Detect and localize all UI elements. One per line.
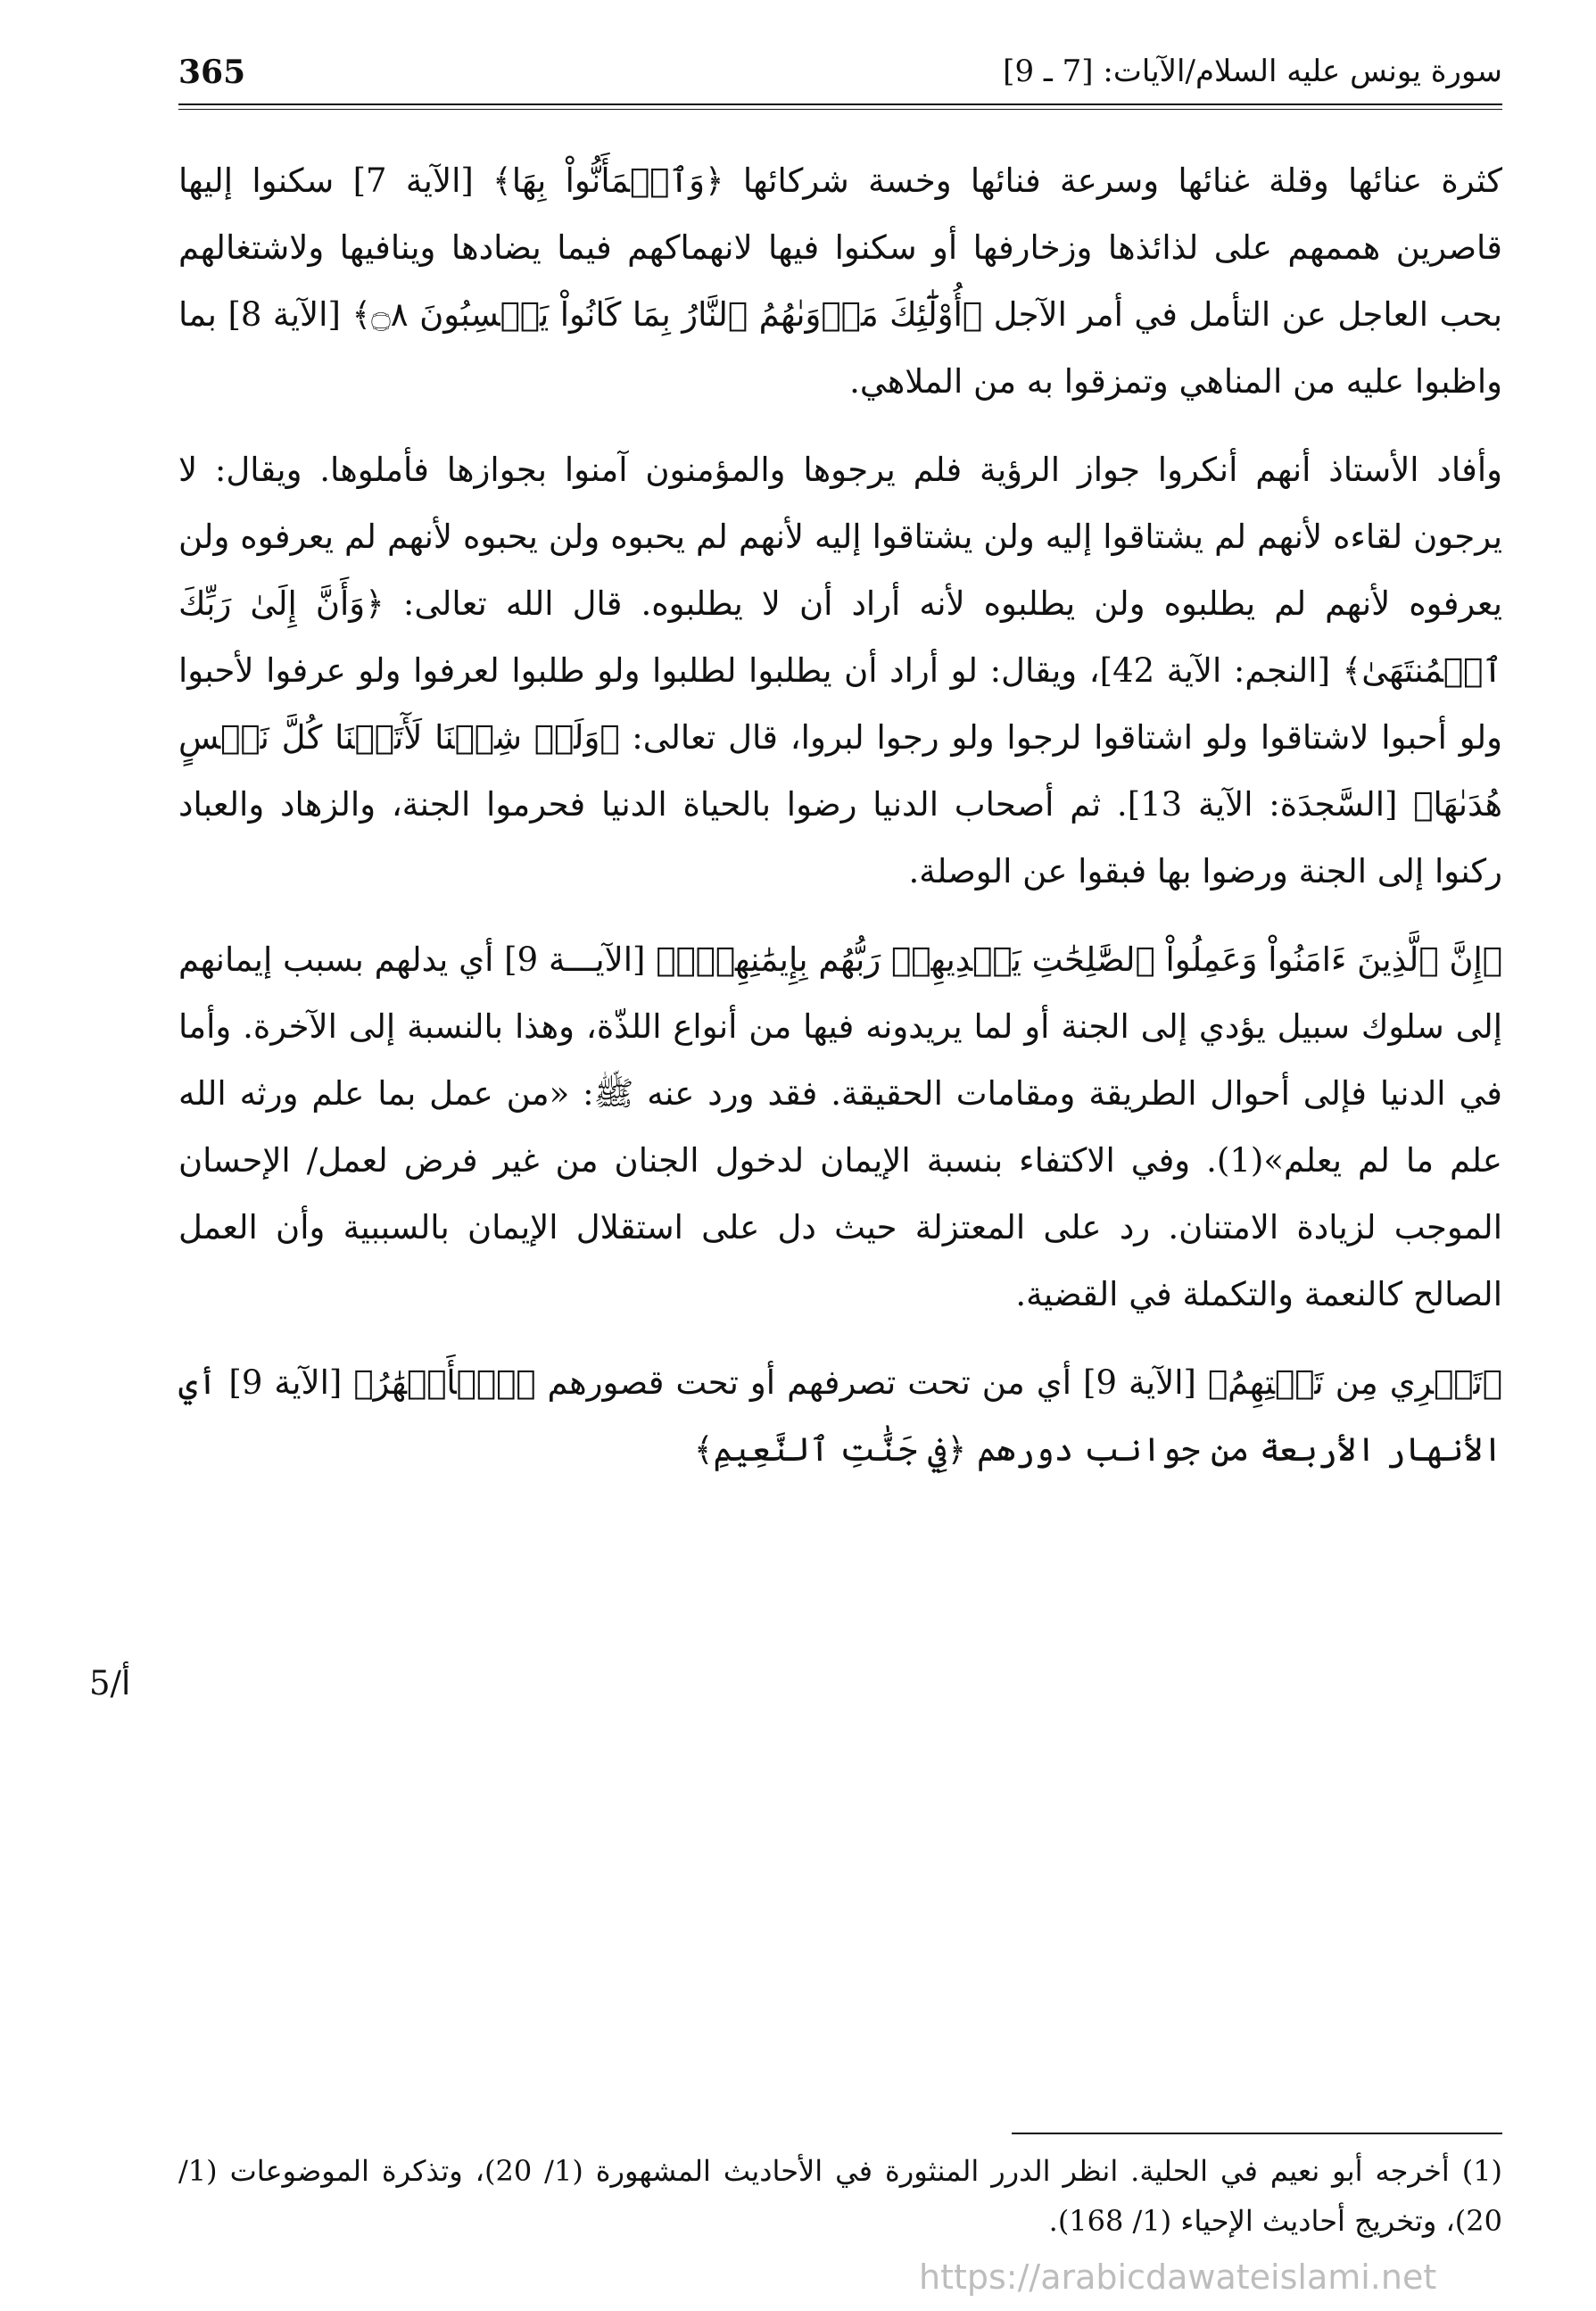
paragraph-2: وأفاد الأستاذ أنهم أنكروا جواز الرؤية فلم يرجوها والمؤمنون آمنوا بجوازها فأملوها. ويقال: لا يرجون لقاءه لأنهم لم يشتاقوا إليه ولن يشتاقوا إليه لأنهم لم يحبوه ولن يحبوه لأنهم لم يعرفوه ولن يعرفوه لأنهم لم يطلبوه ولن يطلبوه لأنه أراد أن لا يطلبوه. قال الله تعالى: ﴿وَأَنَّ إِلَىٰ رَبِّكَ ٱلۡمُنتَهَىٰ﴾ [النجم: الآية 42]، ويقال: لو أراد أن يطلبوا لطلبوا ولو طلبوا لعرفوا ولو عرفوا لأحبوا ولو أحبوا لاشتاقوا ولو اشتاقوا لرجوا ولو رجوا لبروا، قال تعالى: ﴿وَلَوۡ شِئۡنَا لَأٓتَيۡنَا كُلَّ نَفۡسٍ هُدَىٰهَا﴾ [السَّجدَة: الآية 13]. ثم أصحاب الدنيا رضوا بالحياة الدنيا فحرموا الجنة، والزهاد والعباد ركنوا إلى الجنة ورضوا بها فبقوا عن الوصلة.: [178, 451, 1503, 890]
paragraph-3: ﴿إِنَّ ٱلَّذِينَ ءَامَنُواْ وَعَمِلُواْ ٱلصَّٰلِحَٰتِ يَهۡدِيهِمۡ رَبُّهُم بِإِيمَٰنِهِمۡۖ﴾ [الآيـــة 9] أي يدلهم بسبب إيمانهم إلى سلوك سبيل يؤدي إلى الجنة أو لما يريدونه فيها من أنواع اللذّة، وهذا بالنسبة إلى الآخرة. وأما في الدنيا فإلى أحوال الطريقة ومقامات الحقيقة. فقد ورد عنه ﷺ: «من عمل بما علم ورثه الله علم ما لم يعلم»(1). وفي الاكتفاء بنسبة الإيمان لدخول الجنان من غير فرض لعمل/ الإحسان الموجب لزيادة الامتنان. رد على المعتزلة حيث دل على استقلال الإيمان بالسببية وأن العمل الصالح كالنعمة والتكملة في القضية.: [178, 940, 1502, 1313]
footnotes: [178, 2146, 1502, 2246]
header-rule-thin: [178, 109, 1502, 110]
manuscript-folio-note: 5/أ: [89, 1664, 131, 1702]
page-header: [178, 50, 1502, 104]
running-title: سورة يونس عليه السلام/الآيات: [7 ـ 9]: [1003, 54, 1502, 89]
main-text: [178, 147, 1502, 1504]
footnote-separator: [1012, 2133, 1502, 2134]
page-number: 365: [178, 54, 246, 91]
footnote-1: (1) أخرجه أبو نعيم في الحلية. انظر الدرر المنثورة في الأحاديث المشهورة (1/ 20)، وتذكرة الموضوعات (1/ 20)، وتخريج أحاديث الإحياء (1/ 168).: [178, 2154, 1503, 2238]
paragraph-4: ﴿تَجۡرِي مِن تَحۡتِهِمُ﴾ [الآية 9] أي من تحت تصرفهم أو تحت قصورهم ﴿ٱلۡأَنۡهَٰرُ﴾ [الآية 9] أي الأنهار الأربعة من جوانب دورهم ﴿فِي جَنَّٰتِ ٱلنَّعِيمِ﴾: [178, 1363, 1503, 1469]
paragraph-1: كثرة عنائها وقلة غنائها وسرعة فنائها وخسة شركائها ﴿وَٱطۡمَأَنُّواْ بِهَا﴾ [الآية 7] سكنوا إليها قاصرين هممهم على لذائذها وزخارفها أو سكنوا فيها لانهماكهم فيما يضادها وينافيها ولاشتغالهم بحب العاجل عن التأمل في أمر الآجل ﴿أُوْلَٰٓئِكَ مَأۡوَىٰهُمُ ٱلنَّارُ بِمَا كَانُواْ يَكۡسِبُونَ ۝٨﴾ [الآية 8] بما واظبوا عليه من المناهي وتمزقوا به من الملاهي.: [178, 162, 1502, 401]
header-rule: [178, 104, 1502, 105]
watermark-url: https://arabicdawateislami.net: [919, 2257, 1437, 2297]
